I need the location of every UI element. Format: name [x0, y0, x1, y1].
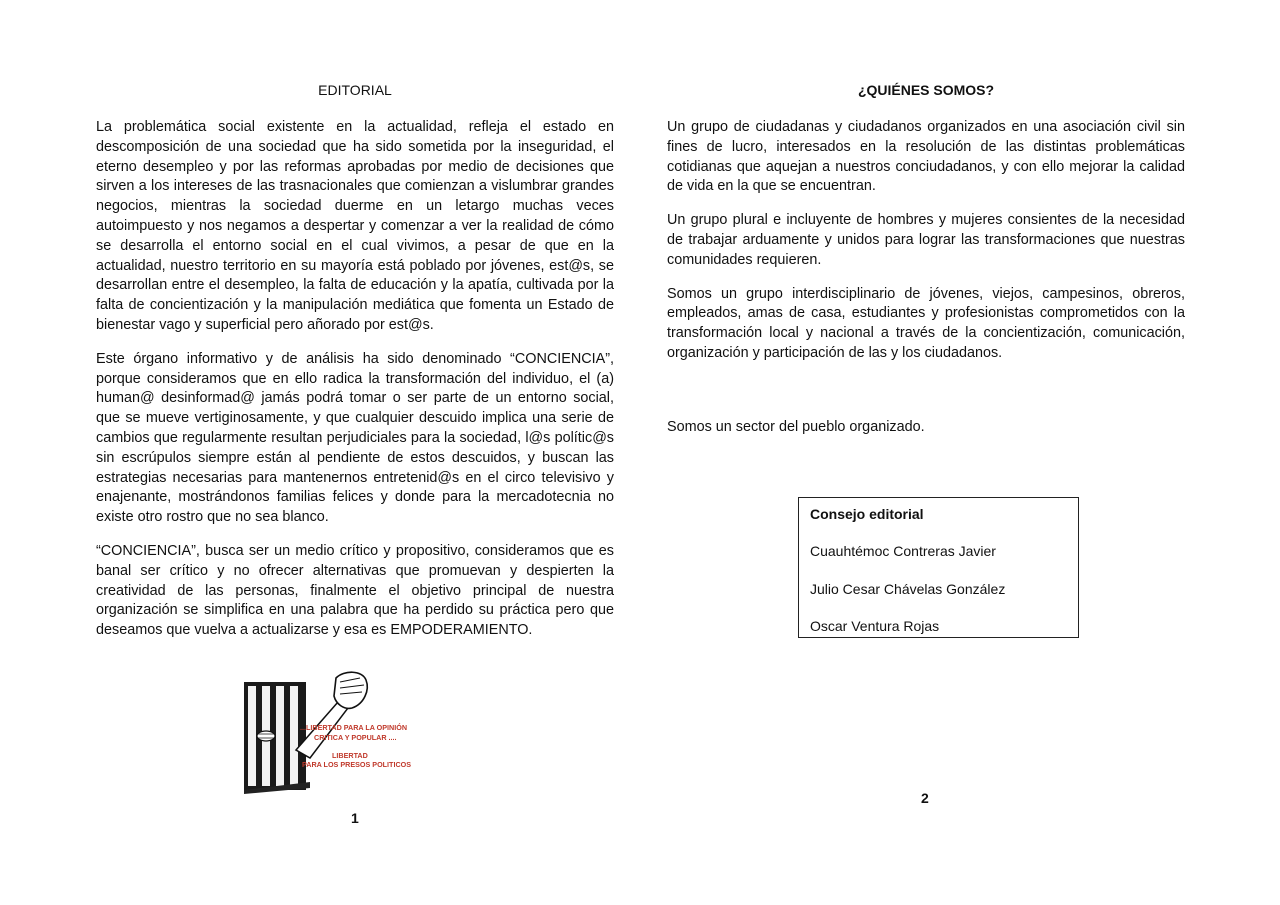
closing-statement: Somos un sector del pueblo organizado.: [667, 418, 925, 435]
board-member: Cuauhtémoc Contreras Javier: [810, 543, 996, 559]
about-paragraph-1: Un grupo de ciudadanas y ciudadanos organizados en una asociación civil sin fines de lucro, interesados en la resolución de las distintas problemáticas cotidianas que aquejan a nuestros conciudadanos, y con ello mejorar la calidad de vida en la que se encuentran.: [667, 119, 1185, 195]
board-member: Julio Cesar Chávelas González: [810, 580, 1006, 597]
about-paragraph-3: Somos un grupo interdisciplinario de jóvenes, viejos, campesinos, obreros, empleados, amas de casa, estudiantes y profesionistas comprometidos con la transformación local y nacional a través de la concientización, comunicación, organización y participación de las y los ciudadanos.: [667, 285, 1185, 361]
about-paragraph-2: Un grupo plural e incluyente de hombres y mujeres consientes de la necesidad de trabajar arduamente y unidos para lograr las transformaciones que nuestras comunidades requieren.: [667, 212, 1185, 268]
about-us-title: ¿QUIÉNES SOMOS?: [857, 82, 995, 98]
prison-bars-icon: [244, 682, 310, 794]
illustration-line-1: ...LIBERTAD PARA LA OPINIÓN: [300, 723, 408, 732]
editorial-board-heading: Consejo editorial: [810, 506, 924, 522]
editorial-paragraph-3: “CONCIENCIA”, busca ser un medio crítico y propositivo, consideramos que es banal ser crítico y no ofrecer alternativas que promuevan y despierten la creatividad de las personas, finalmente el objetivo principal de nuestra organización se simplifica en una palabra que ha perdido su práctica pero que deseamos que vuelva a actualizarse y esa es EMPODERAMIENTO.: [96, 542, 614, 639]
illustration-line-4: PARA LOS PRESOS POLITICOS: [302, 760, 412, 769]
board-member: Oscar Ventura Rojas: [810, 618, 940, 634]
page-number-right: 2: [921, 790, 929, 806]
editorial-paragraph-2: Este órgano informativo y de análisis ha sido denominado “CONCIENCIA”, porque consideramos que en ello radica la transformación del individuo, el (a) human@ desinformad@ jamás podrá tomar o ser parte de un entorno social, que se mueve vertiginosamente, y que cualquier descuido implica una serie de cambios que regularmente resultan perjudiciales para la sociedad, l@s polític@s sin escrúpulos siempre están al pendiente de estos descuidos, y buscan las estrategias necesarias para mantenernos entretenid@s en el circo televisivo y enajenante, mostrándonos familias felices y donde para la mercadotecnia no existe otro rostro que no sea blanco.: [96, 350, 614, 526]
page-number-left: 1: [351, 810, 359, 826]
right-page: [667, 80, 1185, 452]
editorial-paragraph-1: La problemática social existente en la actualidad, refleja el estado en descomposición de una sociedad que ha sido sometida por la inseguridad, el eterno desempleo y por las reformas aprobadas por medio de decisiones que sirven a los intereses de las trasnacionales que comienzan a vislumbrar grandes negocios, mientras la sociedad duerme en un letargo muchas veces autoimpuesto y nos negamos a despertar y comenzar a ver la realidad de cómo se desarrolla el entorno social en el cual vivimos, a pesar de que en la actualidad, nuestro territorio en su mayoría está poblado por jóvenes, est@s, se desarrollan entre el desempleo, la falta de educación y la apatía, cultivada por la falta de concientización y la manipulación mediática que fomenta un Estado de bienestar vago y superficial pero añorado por est@s.: [96, 119, 614, 333]
illustration-line-2: CRITICA Y POPULAR ....: [314, 733, 397, 742]
freedom-illustration: [240, 664, 440, 794]
left-page: [96, 80, 614, 655]
illustration-line-3: LIBERTAD: [332, 751, 368, 760]
editorial-title: EDITORIAL: [318, 82, 392, 98]
hand-icon: [257, 731, 275, 741]
editorial-board-box: [798, 497, 1079, 638]
raised-fist-icon: [296, 672, 367, 758]
